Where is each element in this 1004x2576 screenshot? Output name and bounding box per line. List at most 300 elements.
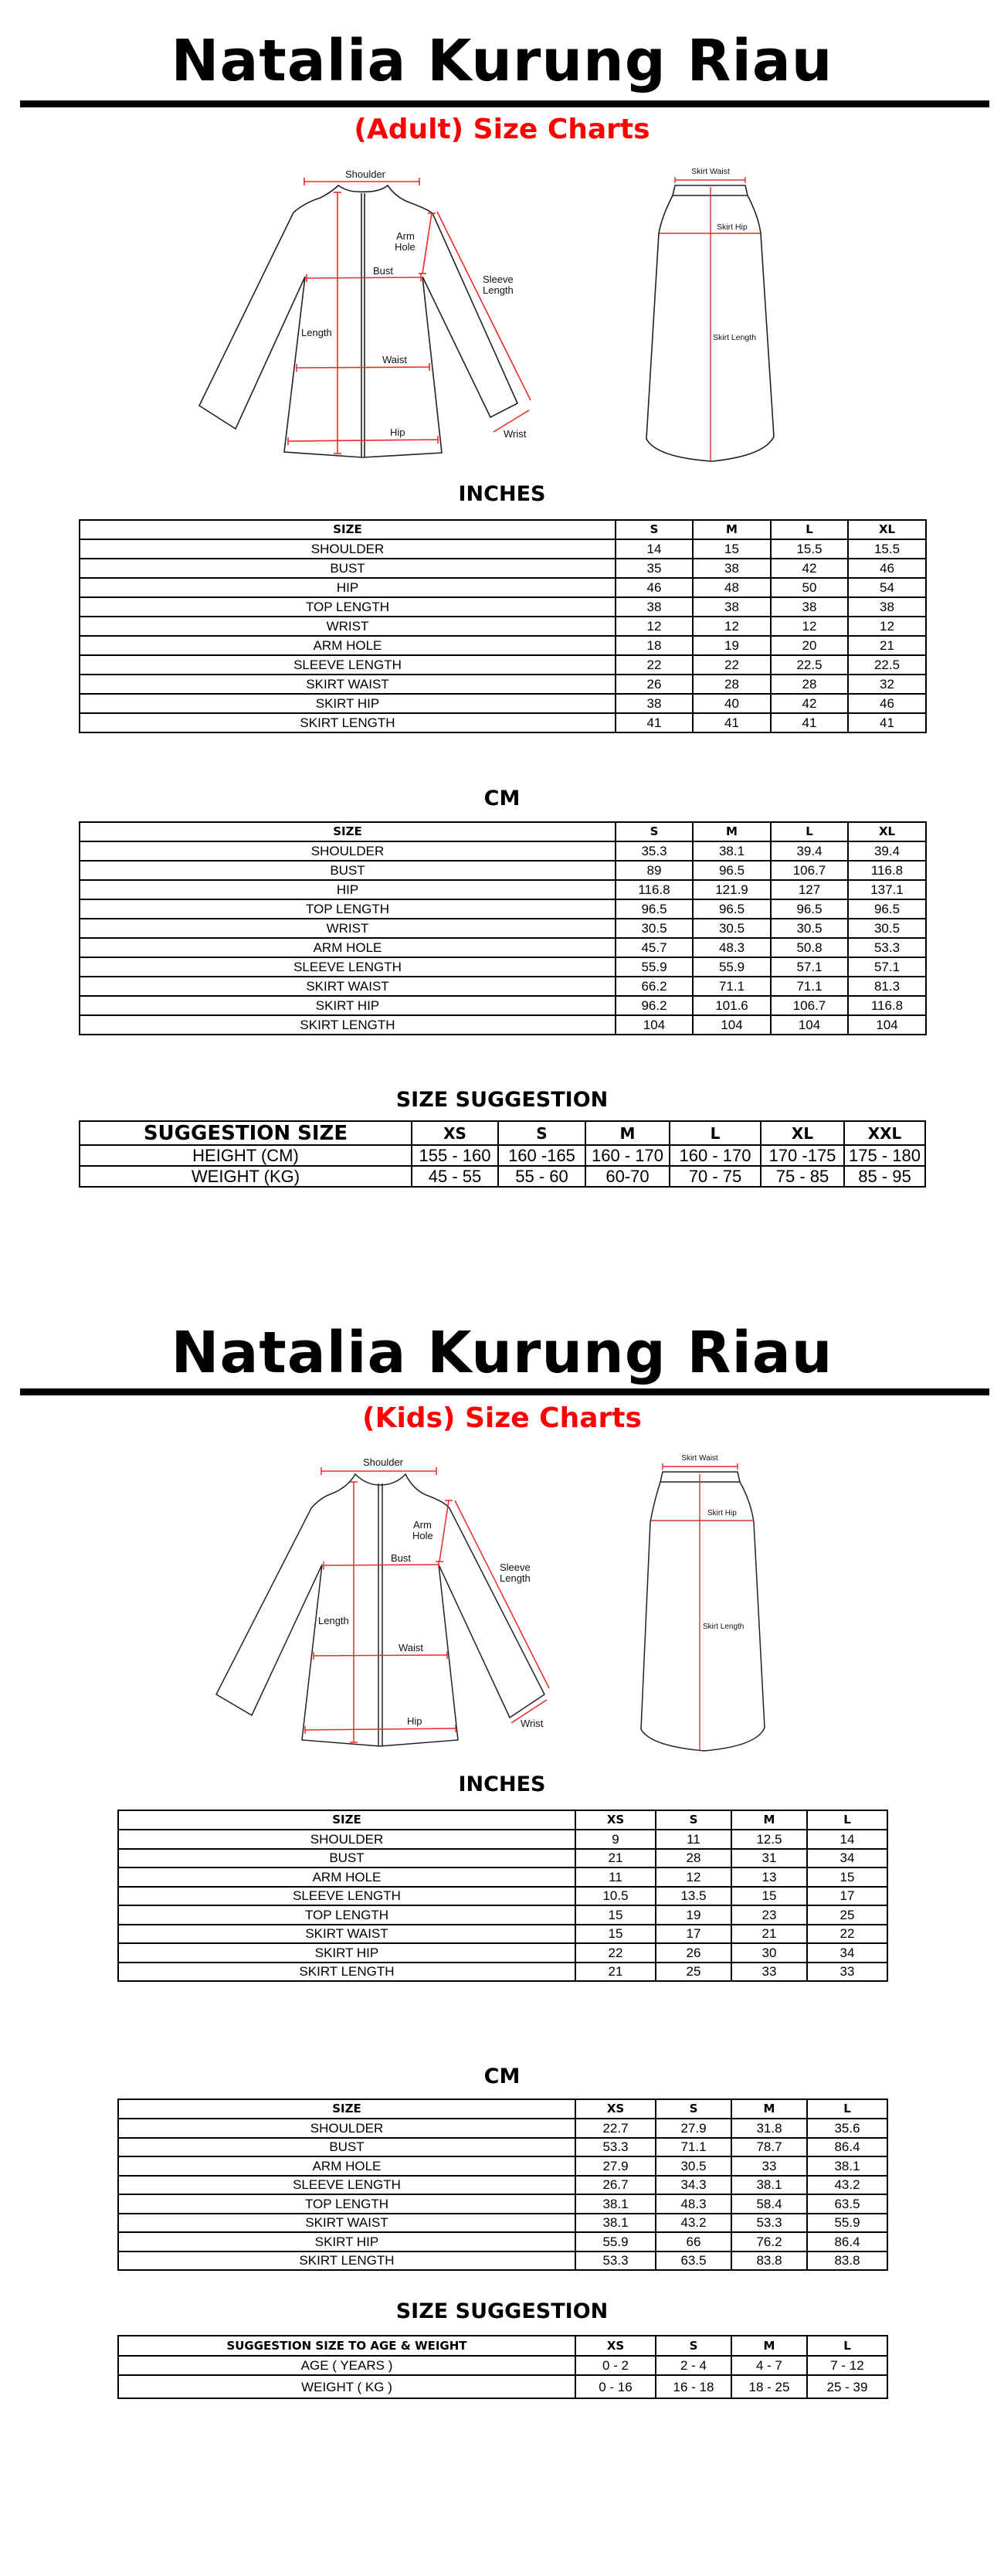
table-row [118,2119,887,2138]
sleeve-length-label: Length [483,284,514,296]
cell: 33 [731,2156,807,2176]
cell: 41 [848,713,926,732]
row-label: SLEEVE LENGTH [118,1887,575,1906]
kids-inches-table [117,1810,888,1982]
table-header-row [118,2336,887,2356]
row-label: BUST [118,1849,575,1868]
row-label: SHOULDER [80,539,616,559]
cell: 28 [771,675,848,694]
row-label: HEIGHT (CM) [80,1145,412,1166]
table-row [80,1015,926,1035]
cell: 43.2 [656,2214,731,2233]
wrist-label: Wrist [504,428,527,440]
kids-size-suggestion-heading: SIZE SUGGESTION [395,2299,609,2323]
table-row [80,713,926,732]
cell: 63.5 [656,2251,731,2271]
row-label: BUST [118,2138,575,2157]
cell: 45.7 [616,938,693,957]
table-row [80,977,926,996]
adult-size-suggestion-table [79,1120,926,1188]
cell: 20 [771,636,848,655]
skirt-measurement-diagram [633,1443,780,1760]
column-header: M [693,520,771,539]
cell: 116.8 [848,996,926,1015]
cell: 75 - 85 [761,1166,844,1187]
skirt-length-label: Skirt Length [713,333,757,342]
cell: 60-70 [585,1166,670,1187]
column-header: M [731,2336,807,2356]
adult-inches-table [79,519,927,733]
cell: 15 [731,1887,807,1906]
table-row [118,1867,887,1887]
column-header: SIZE [118,1810,575,1830]
brand-title: Natalia Kurung Riau [171,1320,833,1386]
cell: 23 [731,1905,807,1925]
row-label: SKIRT LENGTH [80,1015,616,1035]
skirt-length-label: Skirt Length [703,1623,745,1631]
row-label: SLEEVE LENGTH [80,655,616,675]
column-header: M [585,1121,670,1145]
cell: 78.7 [731,2138,807,2157]
column-header: XS [412,1121,498,1145]
column-header: L [771,520,848,539]
column-header: XL [848,520,926,539]
cell: 14 [807,1830,887,1849]
cell: 26 [656,1943,731,1963]
row-label: SLEEVE LENGTH [118,2176,575,2195]
cell: 170 -175 [761,1145,844,1166]
jacket-measurement-diagram [201,1437,572,1762]
cell: 71.1 [693,977,771,996]
column-header: SUGGESTION SIZE TO AGE & WEIGHT [118,2336,575,2356]
cell: 34 [807,1943,887,1963]
row-label: SKIRT HIP [118,2232,575,2251]
cell: 46 [848,559,926,578]
cell: 15.5 [848,539,926,559]
table-row [118,1830,887,1849]
cell: 27.9 [656,2119,731,2138]
skirt-hip-label: Skirt Hip [707,1509,737,1517]
cell: 38.1 [807,2156,887,2176]
cell: 27.9 [575,2156,656,2176]
kids-cm-table [117,2099,888,2271]
column-header: XS [575,1810,656,1830]
cell: 22.5 [848,655,926,675]
table-row [80,880,926,899]
cell: 25 [807,1905,887,1925]
cell: 42 [771,694,848,713]
row-label: SHOULDER [80,841,616,861]
cell: 42 [771,559,848,578]
column-header: S [656,1810,731,1830]
length-label: Length [301,327,332,338]
adult-cm-table [79,821,927,1035]
cell: 55.9 [807,2214,887,2233]
row-label: WEIGHT ( KG ) [118,2375,575,2398]
sleeve-length-label: Length [500,1572,531,1584]
row-label: SHOULDER [118,2119,575,2138]
title-divider [20,100,989,107]
column-header: L [670,1121,761,1145]
cell: 2 - 4 [656,2356,731,2375]
bust-label: Bust [391,1552,412,1564]
cell: 0 - 16 [575,2375,656,2398]
table-header-row [80,520,926,539]
cell: 13 [731,1867,807,1887]
column-header: SIZE [118,2099,575,2119]
table-row [118,2138,887,2157]
cell: 30 [731,1943,807,1963]
hip-label: Hip [407,1715,422,1727]
cell: 28 [693,675,771,694]
sleeve-label: Sleeve [500,1562,531,1573]
cell: 58.4 [731,2194,807,2214]
row-label: WRIST [80,617,616,636]
skirt-measurement-diagram [618,155,811,464]
cell: 12 [848,617,926,636]
cell: 38 [693,597,771,617]
cell: 22 [575,1943,656,1963]
column-header: L [807,1810,887,1830]
column-header: M [731,1810,807,1830]
cell: 30.5 [848,919,926,938]
cell: 89 [616,861,693,880]
table-row [118,2232,887,2251]
row-label: SKIRT HIP [80,996,616,1015]
row-label: SKIRT WAIST [118,2214,575,2233]
cell: 54 [848,578,926,597]
cell: 12 [693,617,771,636]
table-row [118,2251,887,2271]
cell: 96.5 [693,861,771,880]
cell: 48 [693,578,771,597]
cell: 48.3 [656,2194,731,2214]
cell: 106.7 [771,996,848,1015]
brand-title: Natalia Kurung Riau [171,28,833,94]
cell: 12 [616,617,693,636]
table-row [118,1943,887,1963]
table-row [118,2375,887,2398]
table-row [118,2356,887,2375]
column-header: M [731,2099,807,2119]
cell: 96.5 [771,899,848,919]
row-label: SHOULDER [118,1830,575,1849]
cell: 96.5 [848,899,926,919]
cell: 38.1 [575,2194,656,2214]
hip-label: Hip [390,427,405,438]
jacket-measurement-diagram [193,155,579,464]
cell: 21 [575,1849,656,1868]
table-row [118,1963,887,1982]
table-header-row [118,2099,887,2119]
cell: 18 [616,636,693,655]
column-header: SIZE [80,822,616,841]
cell: 10.5 [575,1887,656,1906]
row-label: TOP LENGTH [80,899,616,919]
row-label: TOP LENGTH [118,2194,575,2214]
cell: 12.5 [731,1830,807,1849]
column-header: L [807,2336,887,2356]
cell: 160 - 170 [670,1145,761,1166]
table-row [80,861,926,880]
cell: 160 -165 [498,1145,585,1166]
cell: 7 - 12 [807,2356,887,2375]
table-row [80,675,926,694]
cell: 81.3 [848,977,926,996]
cell: 21 [731,1925,807,1944]
table-row [80,578,926,597]
cell: 12 [656,1867,731,1887]
row-label: SLEEVE LENGTH [80,957,616,977]
kids-inches-heading: INCHES [458,1772,546,1796]
cell: 38 [616,597,693,617]
sleeve-label: Sleeve [483,274,514,285]
cell: 160 - 170 [585,1145,670,1166]
cell: 39.4 [848,841,926,861]
cell: 22.7 [575,2119,656,2138]
cell: 16 - 18 [656,2375,731,2398]
cell: 38.1 [731,2176,807,2195]
column-header: L [771,822,848,841]
cell: 86.4 [807,2232,887,2251]
cell: 35.3 [616,841,693,861]
cell: 28 [656,1849,731,1868]
table-row [80,655,926,675]
cell: 14 [616,539,693,559]
cell: 86.4 [807,2138,887,2157]
column-header: XS [575,2336,656,2356]
cell: 40 [693,694,771,713]
cell: 101.6 [693,996,771,1015]
cell: 43.2 [807,2176,887,2195]
table-row [80,841,926,861]
cell: 50 [771,578,848,597]
wrist-label: Wrist [521,1718,544,1729]
kids-cm-heading: CM [483,2065,521,2088]
row-label: HIP [80,578,616,597]
row-label: ARM HOLE [118,1867,575,1887]
cell: 9 [575,1830,656,1849]
table-row [118,2156,887,2176]
table-row [118,2176,887,2195]
cell: 83.8 [807,2251,887,2271]
hole-label: Hole [412,1530,433,1541]
cell: 96.5 [616,899,693,919]
cell: 4 - 7 [731,2356,807,2375]
table-row [80,539,926,559]
cell: 21 [575,1963,656,1982]
waist-label: Waist [399,1642,424,1653]
cell: 15 [693,539,771,559]
cell: 19 [693,636,771,655]
cell: 104 [693,1015,771,1035]
cell: 106.7 [771,861,848,880]
table-row [80,597,926,617]
cell: 26.7 [575,2176,656,2195]
row-label: SKIRT WAIST [80,675,616,694]
table-row [118,1925,887,1944]
length-label: Length [318,1615,349,1626]
cell: 25 - 39 [807,2375,887,2398]
cell: 55.9 [693,957,771,977]
adult-size-suggestion-heading: SIZE SUGGESTION [395,1088,609,1112]
cell: 63.5 [807,2194,887,2214]
table-row [80,617,926,636]
column-header: XS [575,2099,656,2119]
cell: 96.2 [616,996,693,1015]
cell: 55.9 [616,957,693,977]
row-label: SKIRT HIP [80,694,616,713]
cell: 53.3 [848,938,926,957]
table-header-row [80,1121,925,1145]
row-label: WEIGHT (KG) [80,1166,412,1187]
cell: 175 - 180 [844,1145,925,1166]
cell: 50.8 [771,938,848,957]
cell: 46 [616,578,693,597]
cell: 35.6 [807,2119,887,2138]
row-label: SKIRT LENGTH [118,2251,575,2271]
hole-label: Hole [395,241,416,253]
cell: 41 [693,713,771,732]
cell: 15 [575,1905,656,1925]
cell: 137.1 [848,880,926,899]
table-row [80,899,926,919]
cell: 33 [807,1963,887,1982]
cell: 116.8 [616,880,693,899]
cell: 41 [616,713,693,732]
table-row [118,1905,887,1925]
table-row [80,1166,925,1187]
cell: 71.1 [656,2138,731,2157]
cell: 53.3 [731,2214,807,2233]
cell: 71.1 [771,977,848,996]
row-label: SKIRT WAIST [118,1925,575,1944]
cell: 15 [575,1925,656,1944]
table-row [80,938,926,957]
cell: 85 - 95 [844,1166,925,1187]
waist-label: Waist [382,354,408,365]
shoulder-label: Shoulder [344,168,386,180]
adult-cm-heading: CM [483,787,521,811]
cell: 22 [693,655,771,675]
column-header: L [807,2099,887,2119]
row-label: ARM HOLE [80,636,616,655]
cell: 18 - 25 [731,2375,807,2398]
cell: 70 - 75 [670,1166,761,1187]
row-label: SKIRT LENGTH [118,1963,575,1982]
row-label: SKIRT HIP [118,1943,575,1963]
skirt-hip-label: Skirt Hip [717,223,748,232]
row-label: BUST [80,861,616,880]
cell: 30.5 [693,919,771,938]
table-row [118,2214,887,2233]
cell: 45 - 55 [412,1166,498,1187]
cell: 38.1 [693,841,771,861]
cell: 83.8 [731,2251,807,2271]
row-label: SKIRT WAIST [80,977,616,996]
table-row [80,559,926,578]
cell: 31 [731,1849,807,1868]
cell: 96.5 [693,899,771,919]
cell: 53.3 [575,2138,656,2157]
cell: 55.9 [575,2232,656,2251]
row-label: AGE ( YEARS ) [118,2356,575,2375]
cell: 11 [575,1867,656,1887]
column-header: S [656,2099,731,2119]
cell: 121.9 [693,880,771,899]
row-label: TOP LENGTH [80,597,616,617]
cell: 127 [771,880,848,899]
column-header: S [616,520,693,539]
column-header: SIZE [80,520,616,539]
cell: 46 [848,694,926,713]
arm-label: Arm [396,230,415,242]
cell: 21 [848,636,926,655]
cell: 32 [848,675,926,694]
table-row [118,2194,887,2214]
cell: 38 [616,694,693,713]
cell: 17 [656,1925,731,1944]
cell: 57.1 [848,957,926,977]
cell: 22 [616,655,693,675]
cell: 30.5 [616,919,693,938]
column-header: XXL [844,1121,925,1145]
cell: 116.8 [848,861,926,880]
row-label: ARM HOLE [80,938,616,957]
cell: 38 [693,559,771,578]
cell: 0 - 2 [575,2356,656,2375]
cell: 41 [771,713,848,732]
row-label: HIP [80,880,616,899]
cell: 38.1 [575,2214,656,2233]
cell: 15 [807,1867,887,1887]
cell: 34.3 [656,2176,731,2195]
cell: 22 [807,1925,887,1944]
cell: 26 [616,675,693,694]
adult-size-charts-subtitle: (Adult) Size Charts [354,114,650,145]
cell: 30.5 [656,2156,731,2176]
table-header-row [118,1810,887,1830]
table-row [118,1849,887,1868]
cell: 22.5 [771,655,848,675]
bust-label: Bust [373,265,394,277]
cell: 55 - 60 [498,1166,585,1187]
cell: 39.4 [771,841,848,861]
adult-inches-heading: INCHES [458,482,546,506]
column-header: XL [761,1121,844,1145]
cell: 11 [656,1830,731,1849]
table-row [118,1887,887,1906]
row-label: WRIST [80,919,616,938]
kids-size-charts-subtitle: (Kids) Size Charts [362,1402,642,1434]
cell: 31.8 [731,2119,807,2138]
table-row [80,919,926,938]
cell: 34 [807,1849,887,1868]
cell: 19 [656,1905,731,1925]
table-row [80,636,926,655]
column-header: M [693,822,771,841]
cell: 53.3 [575,2251,656,2271]
column-header: S [616,822,693,841]
cell: 66 [656,2232,731,2251]
cell: 25 [656,1963,731,1982]
cell: 17 [807,1887,887,1906]
cell: 76.2 [731,2232,807,2251]
row-label: ARM HOLE [118,2156,575,2176]
table-row [80,996,926,1015]
skirt-waist-label: Skirt Waist [691,167,730,176]
shoulder-label: Shoulder [362,1456,404,1468]
